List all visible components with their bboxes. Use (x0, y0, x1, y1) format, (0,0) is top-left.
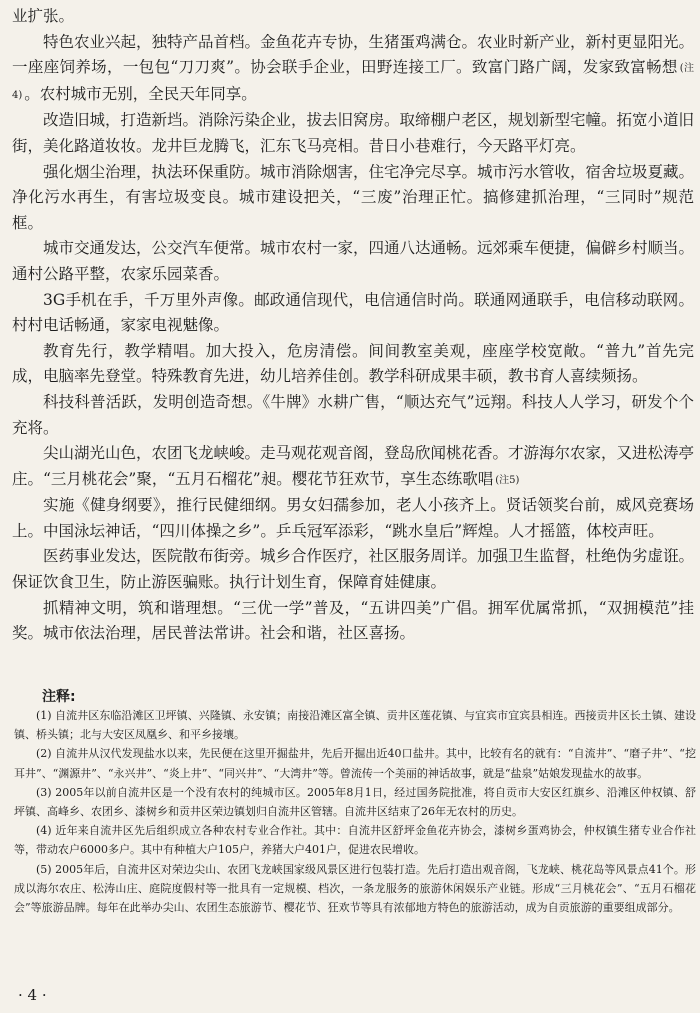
paragraph-civilization: 抓精神文明，筑和谐理想。“三优一学”普及，“五讲四美”广倡。拥军优属常抓，“双拥模范”挂奖。城市依法治理，居民普法常讲。社会和谐，社区喜扬。 (12, 598, 694, 643)
note-item: (5) 2005年后，自流井区对荣边尖山、农团飞龙峡国家级风景区进行包装打造。先后打造出观音阁，飞龙峡、桃花岛等风景点41个。形成以海尔农庄、松涛山庄、庭院度假村等一批具有一定规模、档次，一条龙服务的旅游休闲娱乐产业链。形成“三月桃花会”、“五月石榴花会”等旅游品牌。每年在此举办尖山、农团生态旅游节、樱花节、狂欢节等具有浓郁地方特色的旅游活动，成为自贡旅游的重要组成部分。 (14, 862, 696, 915)
paragraph-education: 教育先行，教学精唱。加大投入，危房清偿。间间教室美观，座座学校宽敞。“普九”首先完成，电脑率先登堂。特殊教育先进，幼儿培养佳创。教学科研成果丰硕，教书育人喜续频扬。 (12, 341, 694, 386)
paragraph-fitness: 实施《健身纲要》，推行民健细纲。男女妇孺参加，老人小孩齐上。贤话领奖台前，威风竞赛场上。中国泳坛神话，“四川体操之乡”。乒乓冠军添彩，“跳水皇后”辉煌。人才摇篮，体校声旺。 (12, 496, 694, 540)
paragraph-old-city: 改造旧城，打造新垱。消除污染企业，拔去旧窝房。取缔棚户老区，规划新型宅幢。拓宽小道旧街，美化路道妆妆。龙井巨龙腾飞，汇东飞马亮相。昔日小巷难行，今天路平灯亮。 (12, 111, 695, 155)
note-ref-5: (注5) (495, 474, 520, 486)
paragraph-agriculture (12, 30, 694, 109)
paragraph-environment: 强化烟尘治理，执法环保重防。城市消除烟害，住宅净完尽享。城市污水管收，宿舍垃圾夏藏。净化污水再生，有害垃圾变良。城市建设把关，“三废”治理正忙。搞修建抓治理，“三同时”规范框。 (12, 162, 695, 232)
page-number: · 4 · (18, 986, 47, 1004)
main-text (12, 4, 694, 647)
note-ref-4: (注4) (12, 63, 695, 101)
note-item: (2) 自流井从汉代发现盐水以来，先民便在这里开掘盐井，先后开掘出近40口盐井。其中，比较有名的就有：“自流井”、“磨子井”、“挖耳井”、“渊源井”、“永兴井”、“炎上井”、“同兴井”、“大湾井”等。曾流传一个美丽的神话故事，就是“盐泉”姑娘发现盐水的故事。 (14, 747, 696, 780)
paragraph-telecom: 3G手机在手，千万里外声像。邮政通信现代，电信通信时尚。联通网通联手，电信移动联网。村村电话畅通，家家电视魅像。 (12, 290, 694, 335)
paragraph-tourism (12, 441, 694, 493)
paragraph-text: 。农村城市无别，全民天年同享。 (24, 84, 257, 103)
note-item: (1) 自流井区东临沿滩区卫坪镇、兴隆镇、永安镇；南接沿滩区富全镇、贡井区莲花镇、与宜宾市宜宾县相连。西接贡井区长土镇、建设镇、桥头镇；北与大安区凤凰乡、和平乡接壤。 (14, 709, 696, 742)
notes-section (14, 706, 696, 917)
paragraph-text: 尖山湖光山色，农团飞龙峡峻。走马观花观音阁，登岛欣闻桃花香。才游海尔农家，又进松涛亭庄。“三月桃花会”聚，“五月石榴花”昶。樱花节狂欢节，享生态练歌唱 (12, 444, 695, 488)
paragraph-text: 特色农业兴起，独特产品首档。金鱼花卉专协，生猪蛋鸡满仓。农业时新产业，新村更显阳光。一座座饲养场，一包包“刀刀爽”。协会联手企业，田野连接工厂。致富门路广阔，发家致富畅想 (12, 32, 695, 77)
paragraph-continued: 业扩张。 (12, 7, 75, 25)
note-item: (3) 2005年以前自流井区是一个没有农村的纯城市区。2005年8月1日，经过国务院批准，将自贡市大安区红旗乡、沿滩区仲权镇、舒坪镇、高峰乡、农团乡、漆树乡和贡井区荣边镇划归自流井区管辖。自流井区结束了26年无农村的历史。 (14, 785, 696, 819)
paragraph-medical: 医药事业发达，医院散布街旁。城乡合作医疗，社区服务周详。加强卫生监督，杜绝伪劣虚诳。保证饮食卫生，防止游医骗账。执行计划生育，保障育娃健康。 (12, 547, 695, 592)
paragraph-technology: 科技科普活跃，发明创造奇想。《牛牌》水耕广售，“顺达充气”远翔。科技人人学习，研发个个充将。 (12, 392, 694, 437)
note-item: (4) 近年来自流井区先后组织成立各种农村专业合作社。其中：自流井区舒坪金鱼花卉协会，漆树乡蛋鸡协会，仲权镇生猪专业合作社等，带动农户6000多户。其中有种植大户105户，养猪大户401户，促进农民增收。 (14, 824, 696, 857)
notes-heading: 注释: (42, 689, 76, 705)
paragraph-transport: 城市交通发达，公交汽车便常。城市农村一家，四通八达通畅。远郊乘车便捷，偏僻乡村顺当。通村公路平整，农家乐园菜香。 (12, 239, 695, 283)
